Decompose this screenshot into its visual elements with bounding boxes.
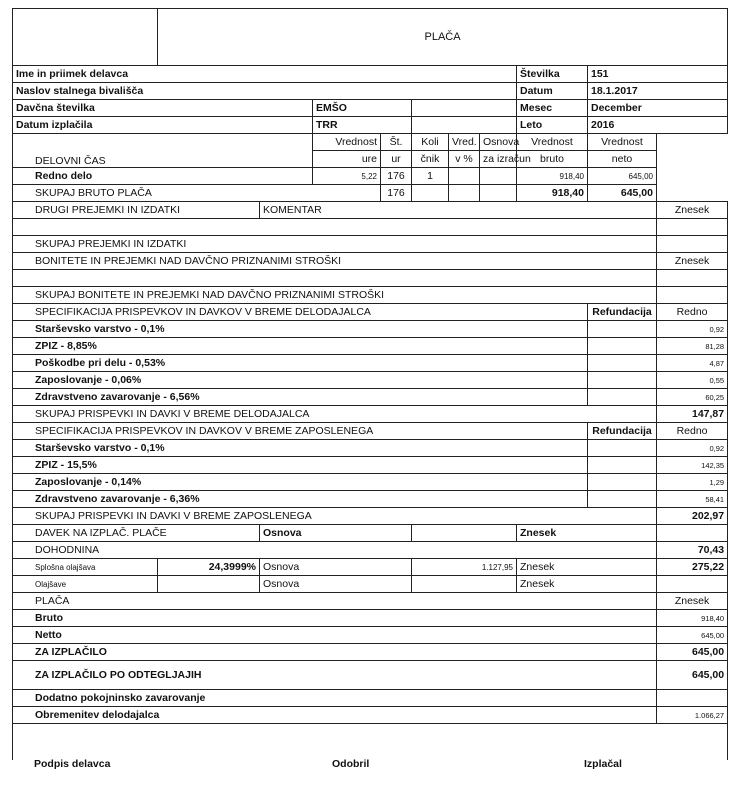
zaposleni-item: Zdravstveno zavarovanje - 6,36% [13,491,588,508]
drugi-prejemki-empty [13,219,657,236]
delodajalec-item-refundacija [588,355,657,372]
delodajalec-item-value: 0,55 [657,372,728,389]
emso-value [412,100,517,117]
redno-delo-vrednost-ure: 5,22 [313,168,381,185]
page-title: PLAČA [158,9,728,66]
trr-value [412,117,517,134]
obremenitev-label: Obremenitev delodajalca [13,707,657,724]
delodajalec-skupaj-value: 147,87 [657,406,728,423]
skupaj-bruto-neto: 645,00 [588,185,657,202]
delodajalec-header: SPECIFIKACIJA PRISPEVKOV IN DAVKOV V BREME DELODAJALCA [13,304,588,321]
davek-znesek-value [657,525,728,542]
datum-label: Datum [517,83,588,100]
stevilka-label: Številka [517,66,588,83]
skupaj-prejemki-label: SKUPAJ PREJEMKI IN IZDATKI [13,236,657,253]
bruto-value: 918,40 [657,610,728,627]
delodajalec-item: Zaposlovanje - 0,06% [13,372,588,389]
redno-delo-bruto: 918,40 [517,168,588,185]
zaposleni-skupaj-label: SKUPAJ PRISPEVKI IN DAVKI V BREME ZAPOSLENEGA [13,508,657,525]
st-ur-header-2: ur [381,151,412,168]
skupaj-bruto-label: SKUPAJ BRUTO PLAČA [13,185,381,202]
skupaj-bonitete-value [657,287,728,304]
davek-znesek-label: Znesek [517,525,657,542]
bonitete-empty [13,270,657,287]
skupaj-bruto-st-ur: 176 [381,185,412,202]
delodajalec-item: ZPIZ - 8,85% [13,338,588,355]
mesec-value: December [588,100,728,117]
trr-label: TRR [313,117,412,134]
davek-osnova-label: Osnova [260,525,412,542]
leto-label: Leto [517,117,588,134]
splosna-znesek-label: Znesek [517,559,657,576]
netto-value: 645,00 [657,627,728,644]
zaposleni-item-value: 1,29 [657,474,728,491]
redno-delo-neto: 645,00 [588,168,657,185]
dohodnina-value: 70,43 [657,542,728,559]
st-ur-header-1: Št. [381,134,412,151]
delodajalec-item: Zdravstveno zavarovanje - 6,56% [13,389,588,406]
delodajalec-skupaj-label: SKUPAJ PRISPEVKI IN DAVKI V BREME DELODAJALCA [13,406,657,423]
delodajalec-item-refundacija [588,321,657,338]
placa-znesek: Znesek [657,593,728,610]
datum-value: 18.1.2017 [588,83,728,100]
vred-pct-header-2: v % [449,151,480,168]
zaposleni-item: Starševsko varstvo - 0,1% [13,440,588,457]
drugi-prejemki-empty-value [657,219,728,236]
olajsave-osnova-value [412,576,517,593]
naslov-label: Naslov stalnega bivališča [13,83,517,100]
skupaj-bruto-empty-2 [449,185,480,202]
zaposleni-skupaj-value: 202,97 [657,508,728,525]
placa-label: PLAČA [13,593,657,610]
kolicnik-header-2: čnik [412,151,449,168]
skupaj-bruto-bruto: 918,40 [517,185,588,202]
leto-value: 2016 [588,117,728,134]
stevilka-value: 151 [588,66,728,83]
vred-pct-header-1: Vred. [449,134,480,151]
podpis-delavca: Podpis delavca [34,758,111,770]
drugi-prejemki-label: DRUGI PREJEMKI IN IZDATKI [13,202,260,219]
delovni-cas-header: DELOVNI ČAS [13,134,313,168]
splosna-olajsava-pct: 24,3999% [158,559,260,576]
zaposleni-refundacija: Refundacija [588,423,657,440]
neto-header-2: neto [588,151,657,168]
redno-delo-label: Redno delo [13,168,313,185]
vrednost-ure-header-1: Vrednost [313,134,381,151]
emso-label: EMŠO [313,100,412,117]
redno-delo-st-ur: 176 [381,168,412,185]
delodajalec-item-value: 4,87 [657,355,728,372]
skupaj-bruto-empty-1 [412,185,449,202]
delodajalec-item-value: 60,25 [657,389,728,406]
za-izplacilo-value: 645,00 [657,644,728,661]
zaposleni-item-refundacija [588,457,657,474]
osnova-header-2: za izračun [480,151,517,168]
redno-delo-kolicnik: 1 [412,168,449,185]
netto-label: Netto [13,627,657,644]
dohodnina-label: DOHODNINA [13,542,657,559]
bruto-label: Bruto [13,610,657,627]
delodajalec-item-refundacija [588,338,657,355]
zaposleni-item-refundacija [588,491,657,508]
olajsave-pct [158,576,260,593]
signature-row [12,752,727,776]
osnova-header-1: Osnova [480,134,517,151]
zaposleni-item: ZPIZ - 15,5% [13,457,588,474]
obremenitev-value: 1.066,27 [657,707,728,724]
splosna-olajsava-label: Splošna olajšava [13,559,158,576]
delodajalec-item-value: 81,28 [657,338,728,355]
splosna-osnova-label: Osnova [260,559,412,576]
zaposleni-item-refundacija [588,440,657,457]
po-odtegljajih-value: 645,00 [657,661,728,690]
kolicnik-header-1: Koli [412,134,449,151]
skupaj-prejemki-value [657,236,728,253]
zaposleni-item: Zaposlovanje - 0,14% [13,474,588,491]
skupaj-bruto-empty-3 [480,185,517,202]
delodajalec-refundacija: Refundacija [588,304,657,321]
redno-delo-osnova [480,168,517,185]
drugi-prejemki-komentar: KOMENTAR [260,202,657,219]
dodatno-value [657,690,728,707]
vrednost-ure-header-2: ure [313,151,381,168]
datum-izplacila-label: Datum izplačila [13,117,313,134]
bonitete-label: BONITETE IN PREJEMKI NAD DAVČNO PRIZNANIMI STROŠKI [13,253,657,270]
olajsave-znesek-value [657,576,728,593]
splosna-znesek-value: 275,22 [657,559,728,576]
delodajalec-item: Starševsko varstvo - 0,1% [13,321,588,338]
bruto-header-1: Vrednost [517,134,588,151]
delodajalec-item: Poškodbe pri delu - 0,53% [13,355,588,372]
izplacal: Izplačal [584,758,622,770]
davek-osnova-value [412,525,517,542]
zaposleni-item-value: 58,41 [657,491,728,508]
mesec-label: Mesec [517,100,588,117]
zaposleni-item-value: 142,35 [657,457,728,474]
olajsave-osnova-label: Osnova [260,576,412,593]
title-left-cell [13,9,158,66]
zaposleni-redno: Redno [657,423,728,440]
splosna-osnova-value: 1.127,95 [412,559,517,576]
delodajalec-item-refundacija [588,389,657,406]
po-odtegljajih-label: ZA IZPLAČILO PO ODTEGLJAJIH [13,661,657,690]
redno-delo-vred-pct [449,168,480,185]
bruto-header-2: bruto [517,151,588,168]
ime-label: Ime in priimek delavca [13,66,517,83]
olajsave-znesek-label: Znesek [517,576,657,593]
payslip [12,8,727,776]
odobril: Odobril [332,758,370,770]
delodajalec-redno: Redno [657,304,728,321]
davcna-label: Davčna številka [13,100,313,117]
davek-label: DAVEK NA IZPLAČ. PLAČE [13,525,260,542]
payslip-table [12,8,728,760]
dodatno-label: Dodatno pokojninsko zavarovanje [13,690,657,707]
neto-header-1: Vrednost [588,134,657,151]
olajsave-label: Olajšave [13,576,158,593]
delodajalec-item-refundacija [588,372,657,389]
skupaj-bonitete-label: SKUPAJ BONITETE IN PREJEMKI NAD DAVČNO PRIZNANIMI STROŠKI [13,287,657,304]
drugi-prejemki-znesek: Znesek [657,202,728,219]
zaposleni-item-refundacija [588,474,657,491]
zaposleni-header: SPECIFIKACIJA PRISPEVKOV IN DAVKOV V BREME ZAPOSLENEGA [13,423,588,440]
bonitete-znesek: Znesek [657,253,728,270]
bonitete-empty-value [657,270,728,287]
za-izplacilo-label: ZA IZPLAČILO [13,644,657,661]
zaposleni-item-value: 0,92 [657,440,728,457]
delodajalec-item-value: 0,92 [657,321,728,338]
